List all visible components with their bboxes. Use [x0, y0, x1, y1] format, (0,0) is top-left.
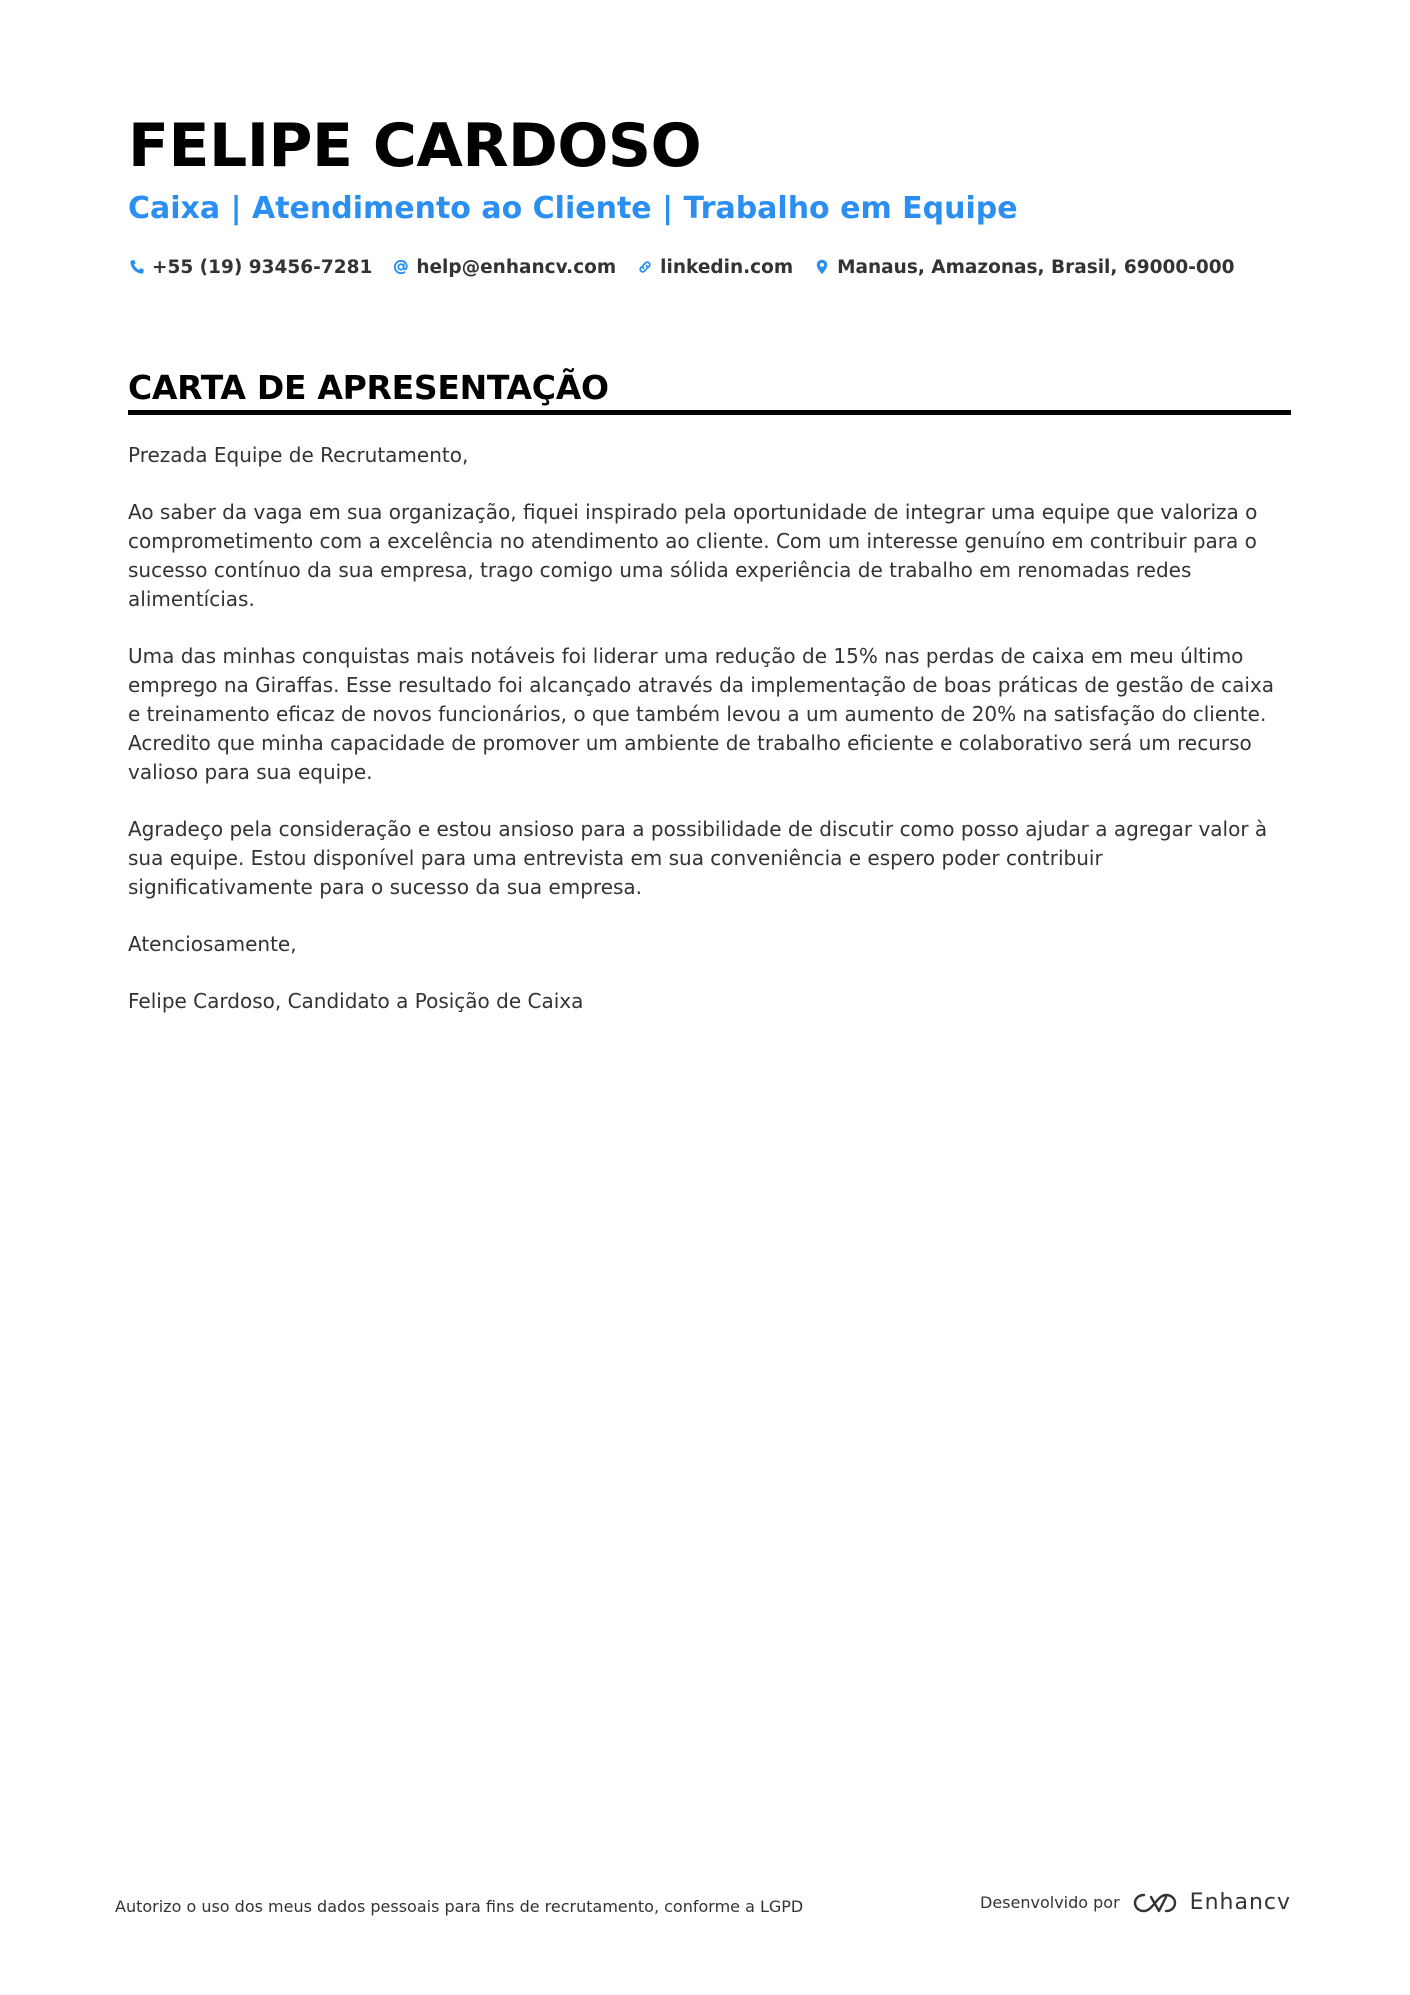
- enhancv-mark-icon: [1132, 1891, 1178, 1915]
- candidate-headline: Caixa | Atendimento ao Cliente | Trabalho em Equipe: [128, 191, 1018, 226]
- letter-paragraph: Ao saber da vaga em sua organização, fiquei inspirado pela oportunidade de integrar uma equipe que valoriza o comprometimento com a excelência no atendimento ao cliente. Com um interesse genuíno em contribuir para o sucesso contínuo da sua empresa, trago comigo uma sólida experiência de trabalho em renomadas redes alimentícias.: [128, 500, 1258, 611]
- consent-note: Autorizo o uso dos meus dados pessoais para fins de recrutamento, conforme a LGPD: [115, 1897, 804, 1916]
- linkedin-text: linkedin.com: [660, 256, 794, 278]
- enhancv-logo[interactable]: [1132, 1890, 1291, 1915]
- candidate-name: FELIPE CARDOSO: [128, 111, 702, 181]
- enhancv-wordmark: Enhancv: [1189, 1890, 1291, 1915]
- section-title: CARTA DE APRESENTAÇÃO: [128, 368, 609, 407]
- letter-paragraph: Agradeço pela consideração e estou ansioso para a possibilidade de discutir como posso ajudar a agregar valor à sua equipe. Estou disponível para uma entrevista em sua conveniência e espero poder contribuir significativamente para o sucesso da sua empresa.: [128, 817, 1268, 899]
- contact-bar: [128, 254, 1255, 280]
- at-icon: [392, 258, 410, 276]
- email-text: help@enhancv.com: [416, 256, 617, 278]
- letter-paragraph: Uma das minhas conquistas mais notáveis foi liderar uma redução de 15% nas perdas de caixa em meu último emprego na Giraffas. Esse resultado foi alcançado através da implementação de boas práticas de gestão de caixa e treinamento eficaz de novos funcionários, o que também levou a um aumento de 20% na satisfação do cliente. Acredito que minha capacidade de promover um ambiente de trabalho eficiente e colaborativo será um recurso valioso para sua equipe.: [128, 644, 1275, 784]
- letter-closing: Atenciosamente,: [128, 932, 297, 956]
- letter-greeting: Prezada Equipe de Recrutamento,: [128, 443, 469, 467]
- map-pin-icon: [813, 258, 831, 276]
- letter-body: [128, 441, 1291, 1044]
- link-icon: [636, 258, 654, 276]
- contact-email[interactable]: [392, 257, 616, 278]
- contact-phone[interactable]: [128, 257, 372, 278]
- letter-signature: Felipe Cardoso, Candidato a Posição de Caixa: [128, 989, 584, 1013]
- section-divider: [128, 410, 1291, 415]
- powered-by-label: Desenvolvido por: [980, 1893, 1120, 1912]
- phone-icon: [128, 258, 146, 276]
- powered-by[interactable]: [980, 1890, 1291, 1915]
- phone-text: +55 (19) 93456-7281: [152, 256, 373, 278]
- location-text: Manaus, Amazonas, Brasil, 69000-000: [837, 256, 1235, 278]
- contact-location: [813, 257, 1234, 278]
- contact-linkedin[interactable]: [636, 257, 793, 278]
